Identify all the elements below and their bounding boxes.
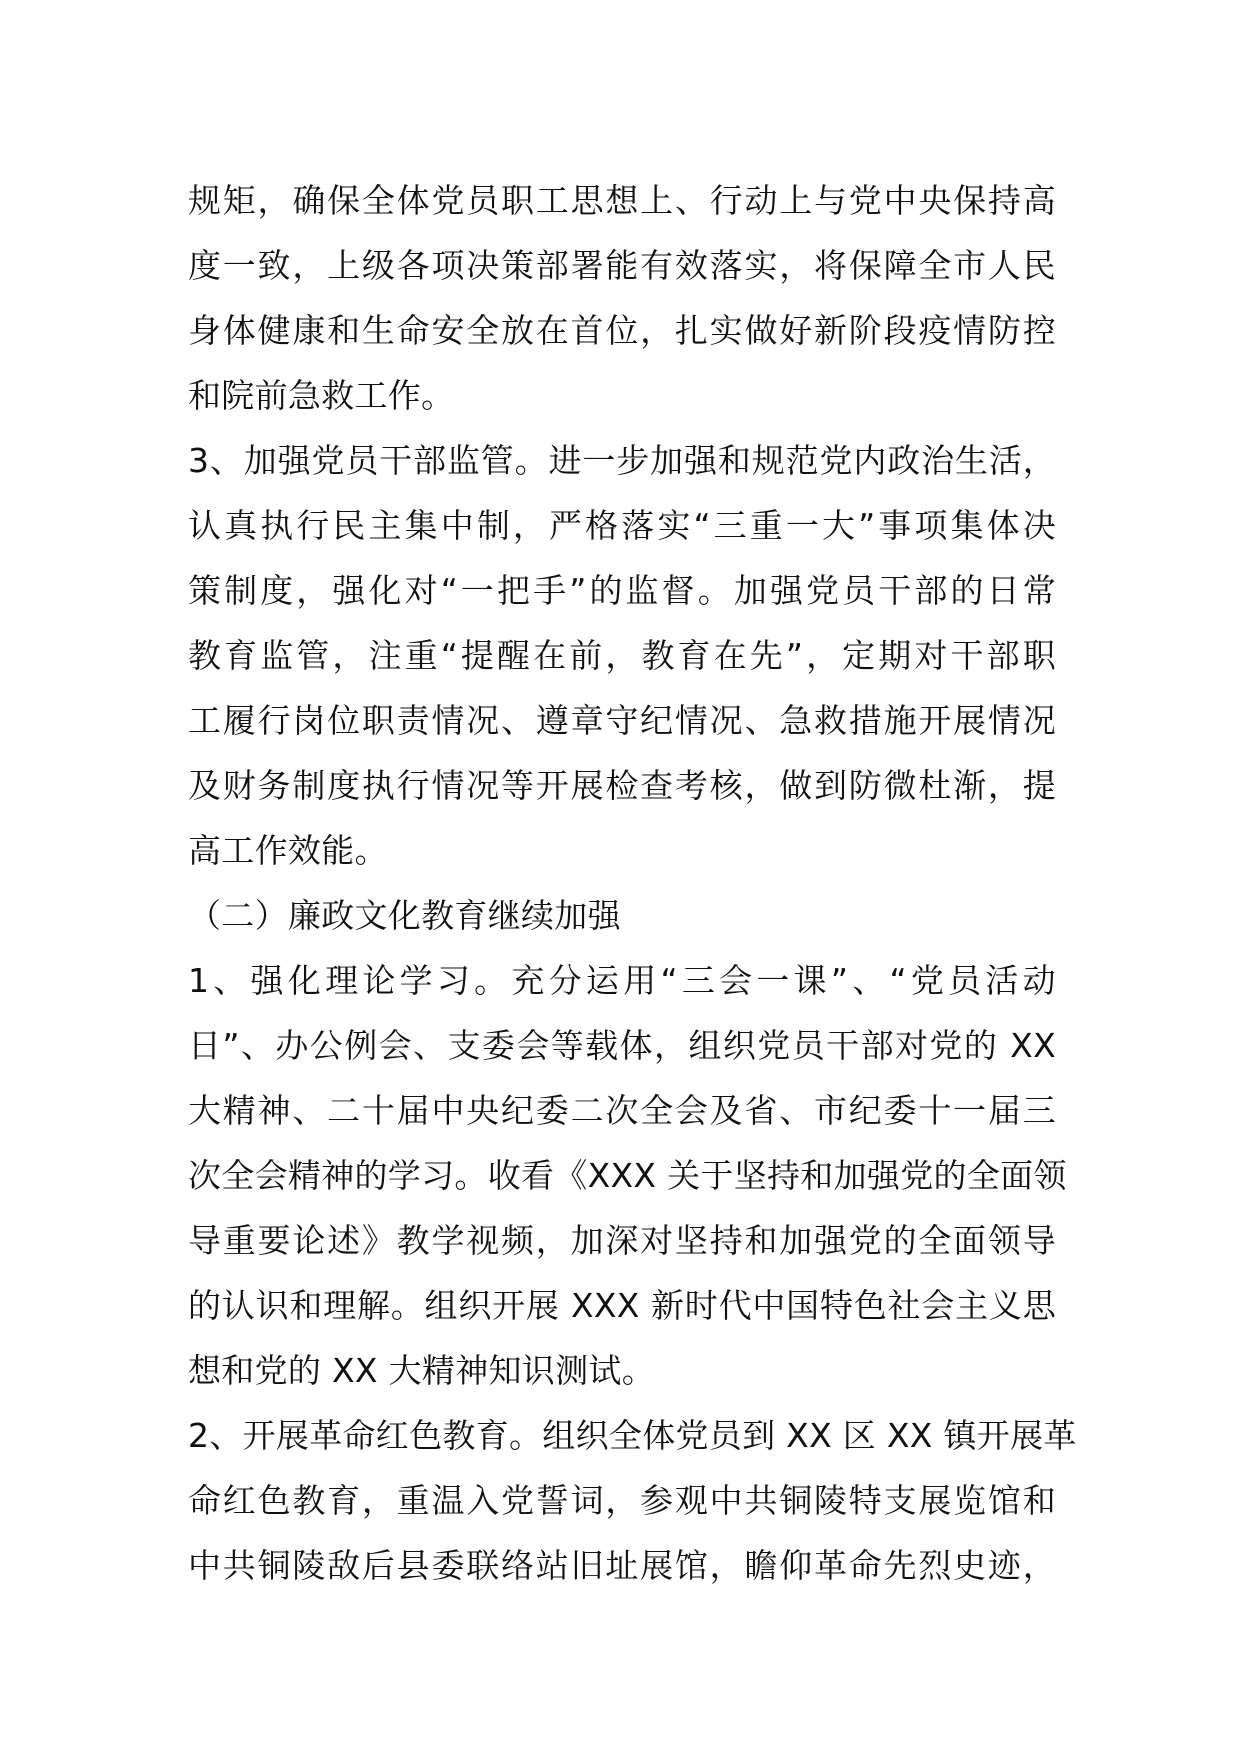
text-line: 工履行岗位职责情况、遵章守纪情况、急救措施开展情况 — [188, 701, 1056, 740]
text-line: 大精神、二十届中央纪委二次全会及省、市纪委十一届三 — [188, 1091, 1056, 1130]
text-line: 日”、办公例会、支委会等载体，组织党员干部对党的 XX — [188, 1026, 1056, 1065]
text-line: 高工作效能。 — [188, 831, 388, 870]
document-body — [188, 168, 1077, 1598]
text-line: 1、强化理论学习。充分运用“三会一课”、“党员活动 — [188, 961, 1056, 1000]
text-line: 2、开展革命红色教育。组织全体党员到 XX 区 XX 镇开展革 — [188, 1416, 1077, 1455]
text-line: 3、加强党员干部监管。进一步加强和规范党内政治生活， — [188, 441, 1056, 480]
text-line: 策制度，强化对“一把手”的监督。加强党员干部的日常 — [188, 571, 1056, 610]
text-line: 次全会精神的学习。收看《XXX 关于坚持和加强党的全面领 — [188, 1156, 1067, 1195]
text-line: 的认识和理解。组织开展 XXX 新时代中国特色社会主义思 — [188, 1286, 1056, 1325]
text-line: 度一致，上级各项决策部署能有效落实，将保障全市人民 — [188, 246, 1056, 285]
text-line: 想和党的 XX 大精神知识测试。 — [188, 1351, 655, 1390]
text-line: 和院前急救工作。 — [188, 376, 455, 415]
section-heading: （二）廉政文化教育继续加强 — [188, 896, 621, 935]
text-line: 导重要论述》教学视频，加深对坚持和加强党的全面领导 — [188, 1221, 1056, 1260]
text-line: 教育监管，注重“提醒在前，教育在先”，定期对干部职 — [188, 636, 1056, 675]
text-line: 命红色教育，重温入党誓词，参观中共铜陵特支展览馆和 — [188, 1481, 1056, 1520]
text-line: 中共铜陵敌后县委联络站旧址展馆，瞻仰革命先烈史迹， — [188, 1546, 1056, 1585]
text-line: 规矩，确保全体党员职工思想上、行动上与党中央保持高 — [188, 181, 1056, 220]
text-line: 及财务制度执行情况等开展检查考核，做到防微杜渐，提 — [188, 766, 1056, 805]
text-line: 身体健康和生命安全放在首位，扎实做好新阶段疫情防控 — [188, 311, 1056, 350]
text-line: 认真执行民主集中制，严格落实“三重一大”事项集体决 — [188, 506, 1056, 545]
